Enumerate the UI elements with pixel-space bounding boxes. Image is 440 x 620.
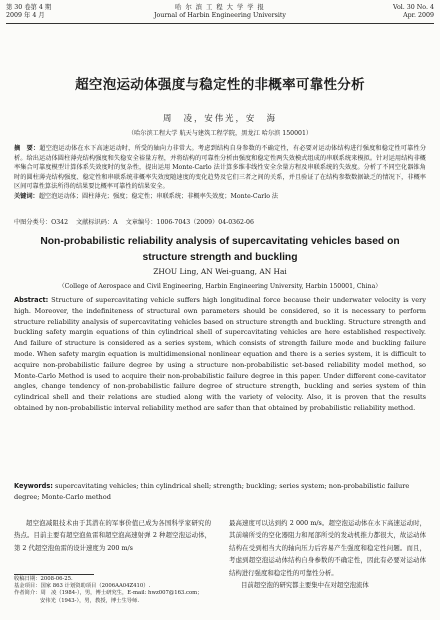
running-header xyxy=(6,4,434,28)
abstract-en-label: Abstract: xyxy=(14,296,49,304)
body-paragraph: 最高速度可以达到约 2 000 m/s。超空泡运动体在水下高速运动时，其前端所受的空化器阻力和尾部所受的发动机推力都很大，故运动体结构在受到相当大的轴向压力后容易产生强度和稳定性问题。而且，考虑到超空泡运动体结构自身参数的不确定性，因此有必要对运动体结构进行强度和稳定性的可靠性分析。 xyxy=(229,519,426,577)
body-paragraph: 目前超空泡的研究都主要集中在对超空泡流体 xyxy=(241,581,369,590)
clc-number: 中图分类号：O342 xyxy=(14,219,69,226)
fund-project: 基金项目：国家 863 计划资助项目（2006AA04Z410）. xyxy=(14,583,151,590)
footnote-rule xyxy=(14,574,94,575)
affiliation-en: （College of Aerospace and Civil Engineering, Harbin Engineering University, Harbin 150001, China） xyxy=(58,283,382,290)
volume-issue-en: Vol. 30 No. 4 xyxy=(393,4,434,11)
classification-line xyxy=(14,217,426,226)
abstract-cn xyxy=(14,144,426,202)
author-bio-2: 安伟光（1943-），男，教授，博士生导师. xyxy=(40,597,140,604)
body-column-left xyxy=(14,517,211,554)
keywords-cn-text: 超空泡运动体；圆柱薄壳；强度；稳定性；串联系统；非概率失效度；Monte-Carlo 法 xyxy=(38,192,279,200)
footnotes xyxy=(14,576,214,605)
volume-issue: 第 30 卷第 4 期 xyxy=(6,4,52,11)
journal-name-en: Journal of Harbin Engineering University xyxy=(153,12,286,19)
publication-date-cn: 2009 年 4 月 xyxy=(6,12,45,19)
keywords-en xyxy=(14,481,426,503)
abstract-cn-label: 摘 要： xyxy=(14,145,40,152)
article-id: 文章编号：1006-7043（2009）04-0362-06 xyxy=(125,219,254,226)
journal-name-cn: 哈 尔 滨 工 程 大 学 学 报 xyxy=(175,4,265,11)
authors-cn: 周 凌，安伟光，安 海 xyxy=(162,113,278,123)
header-right xyxy=(393,4,434,20)
keywords-en-label: Keywords: xyxy=(14,482,53,490)
paper-title-en: Non-probabilistic reliability analysis of supercavitating vehicles based on structure strength and buckling xyxy=(40,236,400,263)
abstract-en-text: Structure of supercavitating vehicle suffers high longitudinal force because their underwater velocity is very high. Moreover, the indefiniteness of structural own parameters should be considered, so it is necessary to perform structure reliability analysis of supercavitating vehicles based on structure strength and buckling. Structure strength and buckling safety margin equations of thin cylindrical shell of supercavitating vehicles are here established respectively. And failure of structure is considered as a series system, which consists of strength failure mode and buckling failure mode. When safety margin equation is multidimensional nonlinear equation and there is a series system, it is difficult to acquire non-probabilistic failure degree by using a structure non-probabilistic set-based reliability model method, so Monte-Carlo Method is used to acquire their non-probabilistic failure degree in this paper. Under different cone-cavitator angles, change tendency of non-probabilistic failure degree of structure strength, buckling and series system of thin cylindrical shell and their relations are studied along with the variety of velocity. Also, it is proven that the results obtained by non-probabilistic interval reliability method are safer than that obtained by probabilistic reliability method. xyxy=(14,296,426,412)
received-date: 收稿日期：2008-06-25. xyxy=(14,576,73,582)
abstract-cn-text: 超空泡运动体在水下高速运动时，所受的轴向力非常大。考虑到结构自身参数的不确定性，有必要对运动体结构进行强度和稳定性可靠性分析。给出运动体圆柱薄壳结构强度和失稳安全裕量方程，并将结构的可靠性分析由强度和稳定性两失效模式组成的串联系统来模拟。针对运用结构非概率集合可靠度模型计算体系失效度时的复杂性，提出运用 Monte-Carlo 法计算多维非线性安全余量方程及串联系统的失效度。分析了不同空化器锥角时的圆柱薄壳结构强度、稳定性和串联系统非概率失效度随速度的变化趋势及它们三者之间的关系，并且验证了在结构参数数据缺乏的情况下，非概率区间可靠性算法所得的结果要比概率可靠性的结果安全。 xyxy=(14,145,427,191)
abstract-en xyxy=(14,295,426,414)
body-column-right xyxy=(229,517,426,591)
authors-en: ZHOU Ling, AN Wei-guang, AN Hai xyxy=(153,267,287,276)
header-center xyxy=(6,4,434,20)
keywords-en-text: supercavitating vehicles; thin cylindrical shell; strength; buckling; series system; non-probabilistic failure degree; Monte-Carlo method xyxy=(14,482,410,501)
paper-title-cn: 超空泡运动体强度与稳定性的非概率可靠性分析 xyxy=(75,77,365,93)
document-code: 文献标识码：A xyxy=(76,219,118,226)
publication-date-en: Apr. 2009 xyxy=(403,12,434,19)
affiliation-cn: （哈尔滨工程大学 航天与建筑工程学院，黑龙江 哈尔滨 150001） xyxy=(127,130,313,137)
keywords-cn-label: 关键词： xyxy=(14,192,39,200)
keywords-cn xyxy=(14,192,426,202)
header-rule xyxy=(6,23,434,24)
author-bio-1: 作者简介：周 凌（1984-），男，博士研究生，E-mail: hwz007@163.com； xyxy=(14,590,203,597)
body-paragraph: 超空泡减阻技术由于其潜在的军事价值已成为各国科学家研究的热点。目前主要有超空泡鱼雷和超空泡高速射弹 2 种超空泡运动体，第 2 代超空泡鱼雷的设计速度为 200 m/s xyxy=(14,519,211,552)
